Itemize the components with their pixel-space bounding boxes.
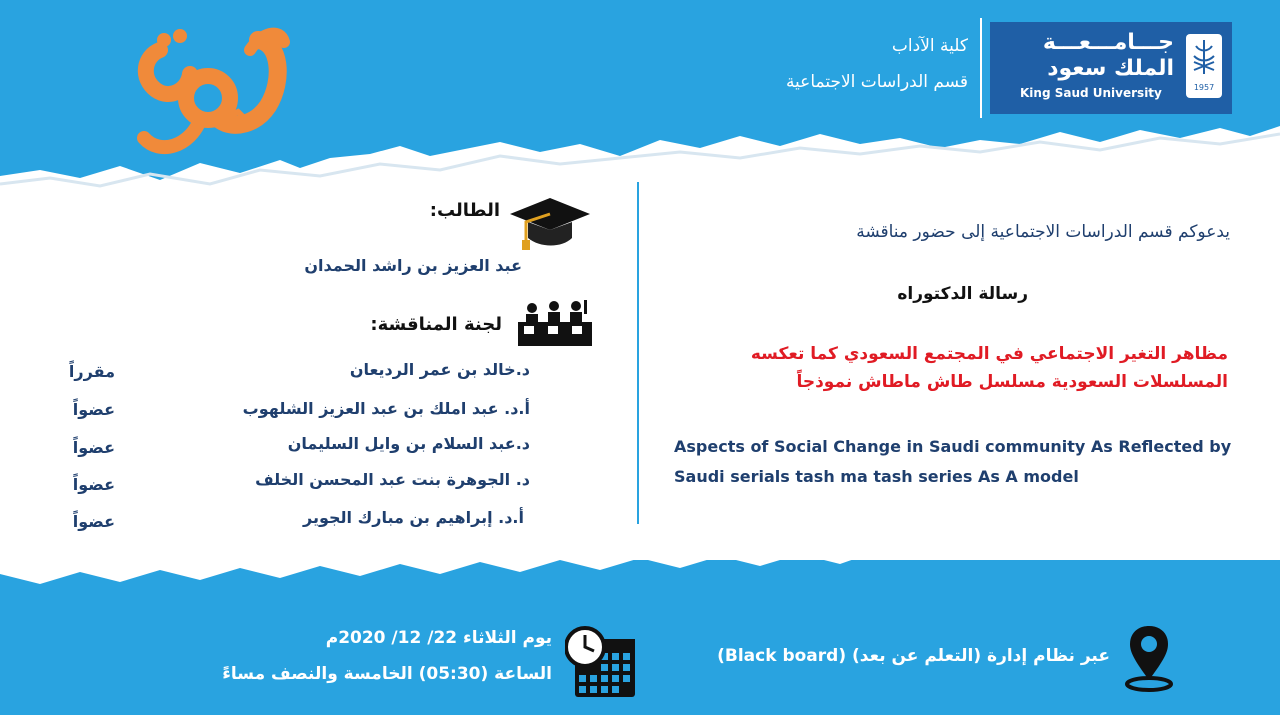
event-date: يوم الثلاثاء 22/ 12/ 2020م (325, 628, 552, 648)
thesis-type: رسالة الدكتوراه (897, 284, 1028, 304)
student-label: الطالب: (429, 200, 500, 221)
committee-panel-icon (514, 296, 594, 350)
ksu-emblem-year: 1957 (1193, 83, 1215, 92)
dawa-logo (130, 20, 290, 160)
thesis-title-en: Aspects of Social Change in Saudi community As Reflected by Saudi serials tash ma tash series As A model (674, 437, 1232, 486)
ksu-name-ar-line2: الملك سعود (1047, 56, 1174, 81)
committee-member-name: د. الجوهرة بنت عبد المحسن الخلف (255, 470, 530, 489)
thesis-title-ar: مظاهر التغير الاجتماعي في المجتمع السعودي كما تعكسه المسلسلات السعودية مسلسل طاش ماطاش نموذجاً (750, 344, 1228, 392)
committee-member-role: عضواً (72, 475, 115, 494)
ksu-name-ar-line1: جـــامـــعـــة (1042, 30, 1174, 55)
ksu-name-en: King Saud University (1020, 86, 1162, 100)
committee-member-role: مقرراً (68, 362, 115, 381)
event-time: الساعة (05:30) الخامسة والنصف مساءً (222, 664, 552, 684)
committee-member-name: د.عبد السلام بن وايل السليمان (287, 434, 530, 453)
committee-member-name: د.خالد بن عمر الرديعان (349, 360, 530, 379)
committee-member-name: أ.د. إبراهيم بن مبارك الجوير (303, 508, 524, 527)
committee-member-name: أ.د. عبد املك بن عبد العزيز الشلهوب (242, 399, 530, 418)
committee-member-role: عضواً (72, 438, 115, 457)
location-pin-icon (1124, 622, 1174, 692)
student-name: عبد العزيز بن راشد الحمدان (304, 256, 522, 275)
invite-text: يدعوكم قسم الدراسات الاجتماعية إلى حضور مناقشة (856, 222, 1230, 242)
committee-label: لجنة المناقشة: (370, 314, 502, 335)
ksu-logo (990, 22, 1232, 114)
college-name: كلية الآداب (891, 36, 968, 56)
committee-member-role: عضواً (72, 400, 115, 419)
header-separator (980, 18, 982, 118)
calendar-clock-icon (565, 625, 637, 699)
torn-paper-edge-bottom (0, 520, 1280, 590)
ksu-emblem-icon (1186, 34, 1222, 98)
event-location: عبر نظام إدارة (التعلم عن بعد) (Black board) (717, 646, 1110, 666)
graduation-cap-icon (506, 192, 592, 250)
department-name: قسم الدراسات الاجتماعية (785, 72, 968, 92)
column-divider (637, 182, 639, 524)
committee-member-role: عضواً (72, 512, 115, 531)
